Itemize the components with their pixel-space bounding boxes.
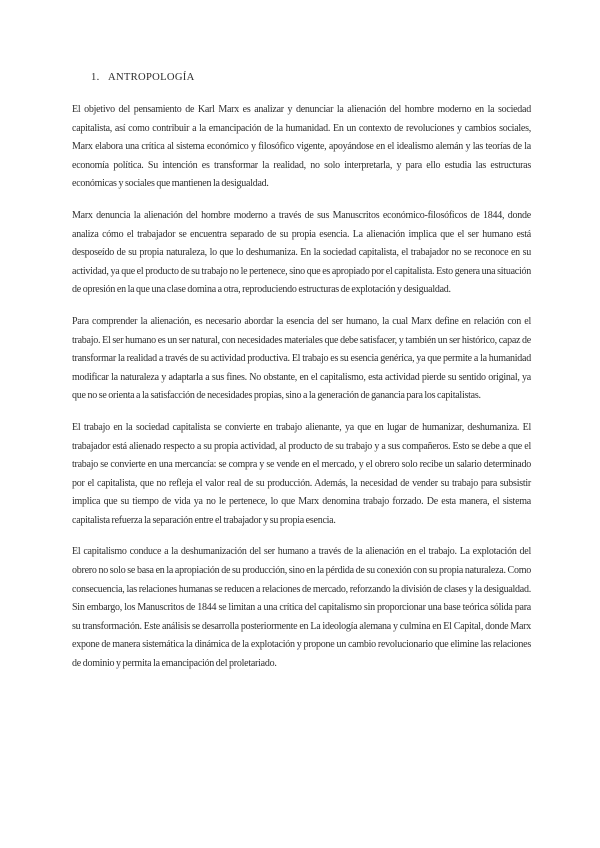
paragraph-5: El capitalismo conduce a la deshumanización del ser humano a través de la alienación en el trabajo. La explotación del obrero no solo se basa en la apropiación de su producción, sino en la pérdida de su conexión con su propia naturaleza. Como consecuencia, las relaciones humanas se reducen a relaciones de mercado, reforzando la división de clases y la desigualdad. Sin embargo, los Manuscritos de 1844 se limitan a una crítica del capitalismo sin proporcionar una base teórica sólida para su transformación. Este análisis se desarrolla posteriormente en La ideología alemana y culmina en El Capital, donde Marx expone de manera sistemática la dinámica de la explotación y propone un cambio revolucionario que elimine las relaciones de dominio y permita la emancipación del proletariado.: [72, 546, 531, 670]
section-title: ANTROPOLOGÍA: [108, 72, 195, 83]
paragraph-4: El trabajo en la sociedad capitalista se convierte en trabajo alienante, ya que en lugar de humanizar, deshumaniza. El trabajador está alienado respecto a su propia actividad, al producto de su trabajo y a sus compañeros. Esto se debe a que el trabajo se convierte en una mercancía: se compra y se vende en el mercado, y el obrero solo recibe un salario determinado por el capitalista, que no refleja el valor real de su producción. Además, la necesidad de vender su trabajo para subsistir implica que su tiempo de vida ya no le pertenece, lo que Marx denomina trabajo forzado. De esta manera, el sistema capitalista refuerza la separación entre el trabajador y su propia esencia.: [72, 421, 531, 526]
section-heading: [91, 72, 195, 83]
section-number: 1.: [91, 72, 100, 83]
paragraph-2: Marx denuncia la alienación del hombre moderno a través de sus Manuscritos económico-filosóficos de 1844, donde analiza cómo el trabajador se encuentra separado de su propia esencia. La alienación implica que el ser humano está desposeído de su propia naturaleza, lo que lo deshumaniza. En la sociedad capitalista, el trabajador no se reconoce en su actividad, ya que el producto de su trabajo no le pertenece, sino que es apropiado por el capitalista. Esto genera una situación de opresión en la que una clase domina a otra, reproduciendo estructuras de explotación y desigualdad.: [72, 209, 531, 296]
body-text: [72, 101, 531, 687]
paragraph-3: Para comprender la alienación, es necesario abordar la esencia del ser humano, la cual Marx define en relación con el trabajo. El ser humano es un ser natural, con necesidades materiales que debe satisfacer, y también un ser histórico, capaz de transformar la realidad a través de su actividad productiva. El trabajo es su esencia genérica, ya que permite a la humanidad modificar la naturaleza y adaptarla a sus fines. No obstante, en el capitalismo, esta actividad pierde su sentido original, ya que no se orienta a la satisfacción de necesidades propias, sino a la generación de ganancia para los capitalistas.: [72, 315, 531, 402]
paragraph-1: El objetivo del pensamiento de Karl Marx es analizar y denunciar la alienación del hombre moderno en la sociedad capitalista, así como contribuir a la emancipación de la humanidad. En un contexto de revoluciones y cambios sociales, Marx elabora una crítica al sistema económico y filosófico vigente, apoyándose en el idealismo alemán y las teorías de la economía política. Su intención es transformar la realidad, no solo interpretarla, y para ello estudia las estructuras económicas y sociales que mantienen la desigualdad.: [72, 104, 531, 190]
